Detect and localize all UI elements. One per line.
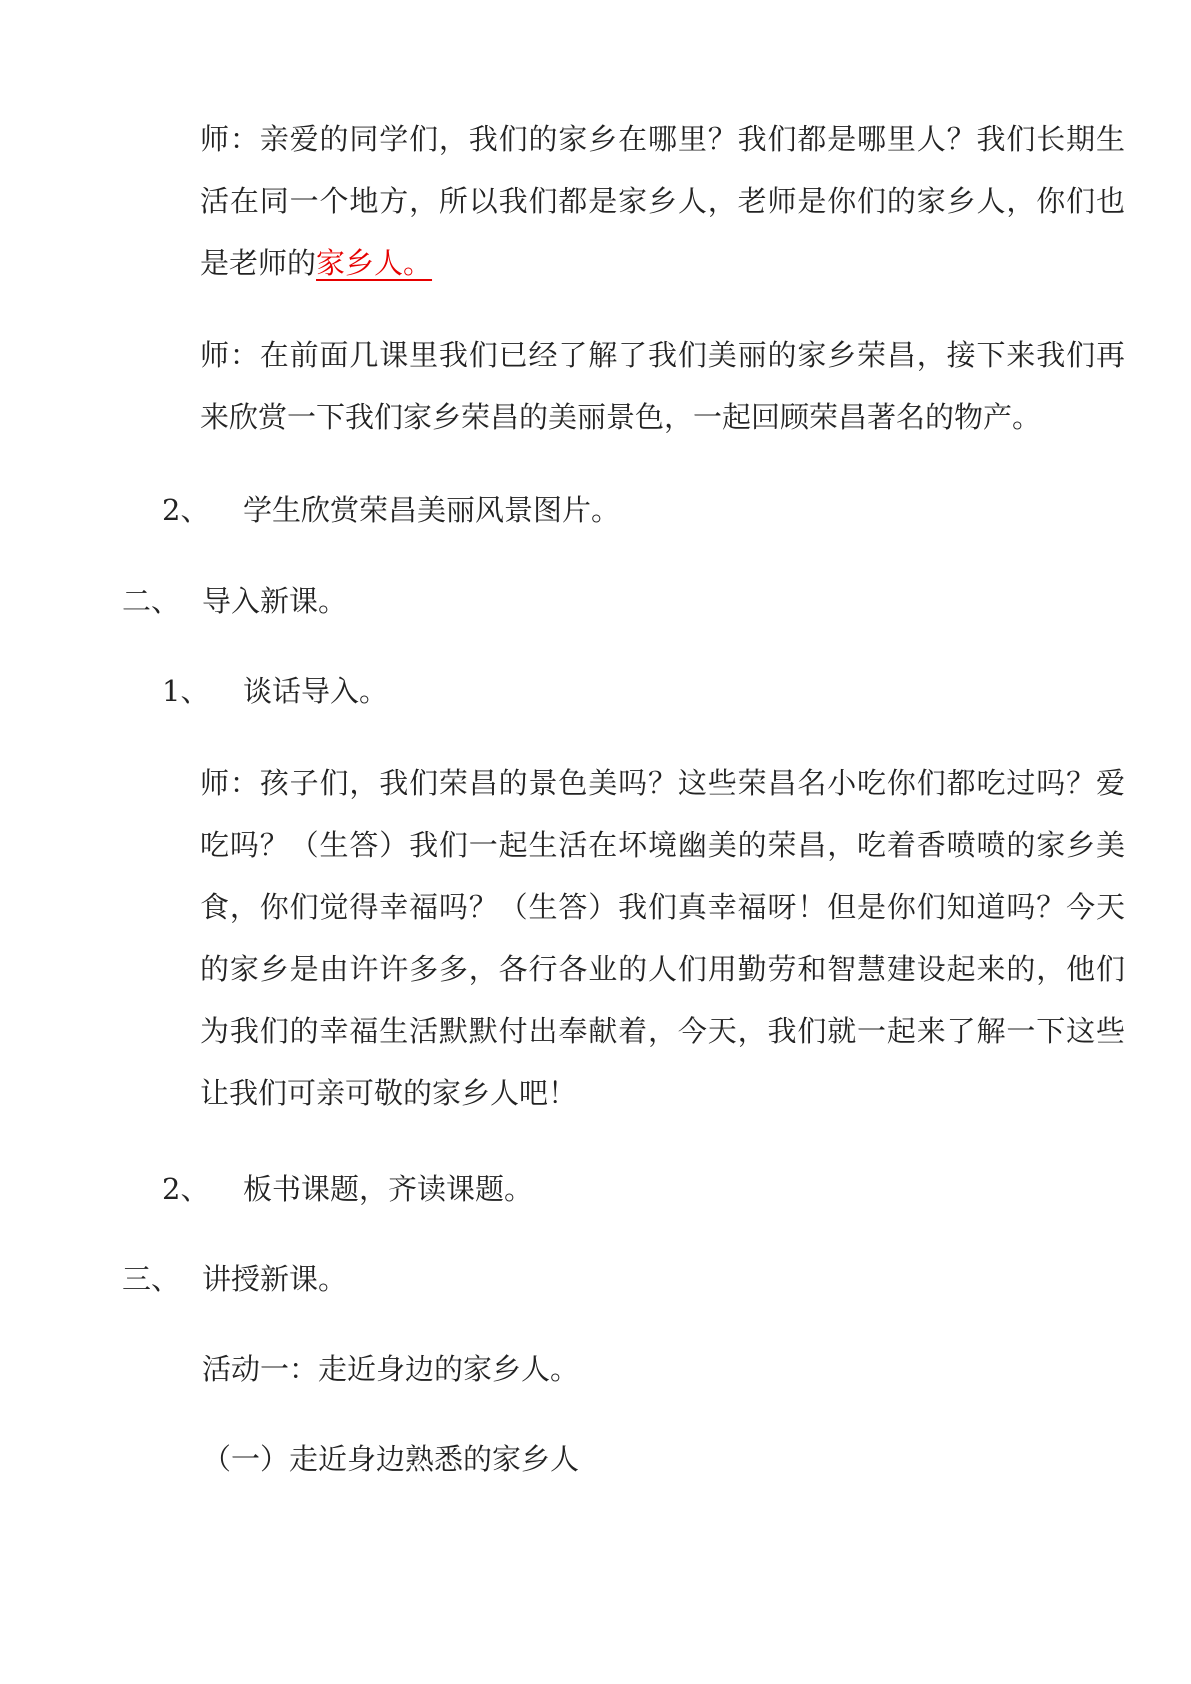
list-item-2-board [0,1169,1191,1209]
list-item-number: 2、 [162,1172,210,1206]
list-item-1-talk [0,671,1191,711]
list-item-text: 学生欣赏荣昌美丽风景图片。 [243,493,621,527]
section-heading-2 [0,581,1191,621]
paragraph-teacher-talk-text: 师：孩子们，我们荣昌的景色美吗？这些荣昌名小吃你们都吃过吗？爱吃吗？（生答）我们一起生活在坏境幽美的荣昌，吃着香喷喷的家乡美食，你们觉得幸福吗？（生答）我们真幸福呀！但是你们知道吗？今天的家乡是由许许多多，各行各业的人们用勤劳和智慧建设起来的，他们为我们的幸福生活默默付出奉献着，今天，我们就一起来了解一下这些让我们可亲可敬的家乡人吧！ [200,766,1125,1110]
list-item-text: 谈话导入。 [243,674,389,708]
paragraph-teacher-intro-text: 师：亲爱的同学们，我们的家乡在哪里？我们都是哪里人？我们长期生活在同一个地方，所以我们都是家乡人，老师是你们的家乡人，你们也是老师的 [200,122,1125,280]
list-item-2-appreciate [0,490,1191,530]
paragraph-teacher-intro [200,108,1125,294]
section-heading-3 [0,1259,1191,1299]
section-title: 导入新课。 [202,584,348,618]
section-title: 讲授新课。 [202,1262,348,1296]
highlighted-phrase: 家乡人。 [316,246,433,280]
list-item-number: 1、 [162,674,210,708]
sub-heading: （一）走近身边熟悉的家乡人 [202,1442,580,1476]
section-number: 二、 [122,584,181,618]
section-number: 三、 [122,1262,181,1296]
paragraph-teacher-talk [200,752,1125,1124]
list-item-number: 2、 [162,493,210,527]
activity-heading: 活动一：走近身边的家乡人。 [202,1352,580,1386]
list-item-text: 板书课题，齐读课题。 [243,1172,534,1206]
paragraph-teacher-review-text: 师：在前面几课里我们已经了解了我们美丽的家乡荣昌，接下来我们再来欣赏一下我们家乡荣昌的美丽景色，一起回顾荣昌著名的物产。 [200,338,1125,434]
paragraph-teacher-review [200,324,1125,448]
